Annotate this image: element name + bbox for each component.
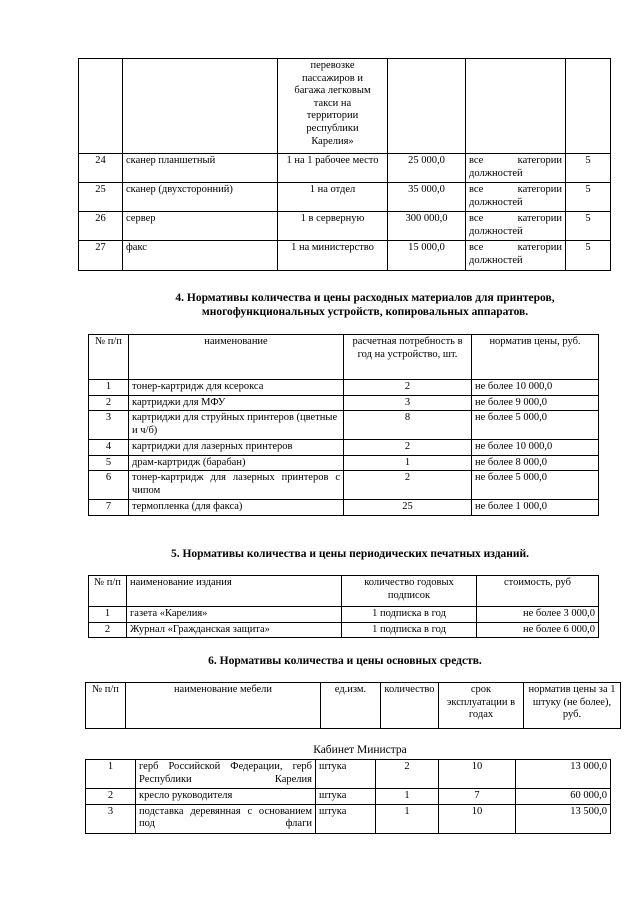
- periodicals-table: [88, 575, 599, 638]
- qty-cell: 2: [376, 760, 439, 789]
- cost-cell: не более 3 000,0: [477, 607, 599, 623]
- price-cell: 13 000,0: [516, 760, 611, 789]
- qty-cell: 1: [376, 804, 439, 833]
- price-cell: 25 000,0: [388, 154, 466, 183]
- price-cell: не более 10 000,0: [472, 440, 599, 456]
- term-cell: 7: [439, 789, 516, 805]
- norm-cell: 1 на отдел: [278, 183, 388, 212]
- section-4-title: 4. Нормативы количества и цены расходных материалов для принтеров, многофункциональных устройств, копировальных аппаратов.: [175, 292, 555, 318]
- name-cell: драм-картридж (барабан): [129, 455, 344, 471]
- name-cell: кресло руководителя: [136, 789, 316, 805]
- price-cell: 15 000,0: [388, 241, 466, 271]
- qty-cell: 1 подписка в год: [342, 607, 477, 623]
- fixed-assets-table: [85, 759, 611, 834]
- table-header-row: [89, 335, 599, 380]
- cost-cell: не более 6 000,0: [477, 622, 599, 638]
- num-cell: 2: [89, 622, 127, 638]
- num-cell: 1: [89, 607, 127, 623]
- name-cell: факс: [123, 241, 278, 271]
- header-unit: ед.изм.: [321, 683, 381, 729]
- qty-cell: 8: [344, 411, 472, 440]
- section-6-title: 6. Нормативы количества и цены основных средств.: [208, 655, 482, 667]
- unit-cell: штука: [316, 760, 376, 789]
- table-row: [79, 154, 611, 183]
- header-price: норматив цены за 1 штуку (не более), руб.: [524, 683, 621, 729]
- num-cell: 2: [89, 395, 129, 411]
- qty-cell: 2: [344, 380, 472, 396]
- header-num: № п/п: [86, 683, 126, 729]
- table-row: [89, 471, 599, 500]
- table-header-row: [89, 576, 599, 607]
- norm-cell: 1 в серверную: [278, 212, 388, 241]
- table-row: [79, 59, 611, 154]
- header-cost: стоимость, руб: [477, 576, 599, 607]
- qty-cell: 1 подписка в год: [342, 622, 477, 638]
- price-cell: не более 9 000,0: [472, 395, 599, 411]
- name-cell: сервер: [123, 212, 278, 241]
- table-row: [89, 395, 599, 411]
- num-cell: 24: [79, 154, 123, 183]
- num-cell: 6: [89, 471, 129, 500]
- category-cell: все категории должностей: [466, 154, 566, 183]
- num-cell: 7: [89, 500, 129, 516]
- num-cell: 4: [89, 440, 129, 456]
- num-cell: 5: [89, 455, 129, 471]
- consumables-table: [88, 334, 599, 516]
- header-num: № п/п: [89, 576, 127, 607]
- num-cell: [79, 59, 123, 154]
- name-cell: газета «Карелия»: [127, 607, 342, 623]
- price-cell: не более 5 000,0: [472, 471, 599, 500]
- price-cell: не более 1 000,0: [472, 500, 599, 516]
- header-name: наименование мебели: [126, 683, 321, 729]
- price-cell: [388, 59, 466, 154]
- header-num: № п/п: [89, 335, 129, 380]
- num-cell: 1: [89, 380, 129, 396]
- header-qty: количество годовых подписок: [342, 576, 477, 607]
- table-row: [89, 440, 599, 456]
- price-cell: 35 000,0: [388, 183, 466, 212]
- fixed-assets-header-table: [85, 682, 621, 729]
- category-cell: все категории должностей: [466, 241, 566, 271]
- name-cell: тонер-картридж для ксерокса: [129, 380, 344, 396]
- name-cell: сканер (двухсторонний): [123, 183, 278, 212]
- qty-cell: 1: [376, 789, 439, 805]
- term-cell: 5: [566, 241, 611, 271]
- name-cell: картриджи для струйных принтеров (цветные и ч/б): [129, 411, 344, 440]
- section-5-title: 5. Нормативы количества и цены периодических печатных изданий.: [170, 548, 530, 560]
- norm-cell: 1 на министерство: [278, 241, 388, 271]
- price-cell: 13 500,0: [516, 804, 611, 833]
- table-row: [79, 241, 611, 271]
- header-name: наименование: [129, 335, 344, 380]
- qty-cell: 3: [344, 395, 472, 411]
- qty-cell: 25: [344, 500, 472, 516]
- name-cell: подставка деревянная с основанием под флаги: [136, 804, 316, 833]
- name-cell: тонер-картридж для лазерных принтеров с чипом: [129, 471, 344, 500]
- header-name: наименование издания: [127, 576, 342, 607]
- price-cell: не более 10 000,0: [472, 380, 599, 396]
- table-row: [79, 212, 611, 241]
- name-cell: картриджи для лазерных принтеров: [129, 440, 344, 456]
- table-row: [86, 804, 611, 833]
- norm-cell: перевозке пассажиров и багажа легковым такси на территории республики Карелия»: [278, 59, 388, 154]
- qty-cell: 2: [344, 471, 472, 500]
- price-cell: 300 000,0: [388, 212, 466, 241]
- table-row: [89, 622, 599, 638]
- name-cell: герб Российской Федерации, герб Республики Карелия: [136, 760, 316, 789]
- term-cell: 10: [439, 760, 516, 789]
- num-cell: 26: [79, 212, 123, 241]
- term-cell: 10: [439, 804, 516, 833]
- num-cell: 2: [86, 789, 136, 805]
- price-cell: не более 5 000,0: [472, 411, 599, 440]
- term-cell: [566, 59, 611, 154]
- header-qty: количество: [381, 683, 439, 729]
- name-cell: картриджи для МФУ: [129, 395, 344, 411]
- table-header-row: [86, 683, 621, 729]
- num-cell: 3: [86, 804, 136, 833]
- price-cell: 60 000,0: [516, 789, 611, 805]
- header-price: норматив цены, руб.: [472, 335, 599, 380]
- qty-cell: 2: [344, 440, 472, 456]
- table-row: [86, 789, 611, 805]
- qty-cell: 1: [344, 455, 472, 471]
- term-cell: 5: [566, 154, 611, 183]
- table-row: [89, 411, 599, 440]
- category-cell: [466, 59, 566, 154]
- table-row: [89, 607, 599, 623]
- price-cell: не более 8 000,0: [472, 455, 599, 471]
- term-cell: 5: [566, 212, 611, 241]
- table-row: [86, 760, 611, 789]
- num-cell: 3: [89, 411, 129, 440]
- category-cell: все категории должностей: [466, 183, 566, 212]
- name-cell: сканер планшетный: [123, 154, 278, 183]
- term-cell: 5: [566, 183, 611, 212]
- office-subtitle: Кабинет Министра: [313, 744, 407, 756]
- num-cell: 25: [79, 183, 123, 212]
- table-row: [79, 183, 611, 212]
- unit-cell: штука: [316, 804, 376, 833]
- norm-cell: 1 на 1 рабочее место: [278, 154, 388, 183]
- table-row: [89, 380, 599, 396]
- name-cell: [123, 59, 278, 154]
- table-row: [89, 500, 599, 516]
- name-cell: термопленка (для факса): [129, 500, 344, 516]
- table-row: [89, 455, 599, 471]
- header-term: срок эксплуатации в годах: [439, 683, 524, 729]
- header-need: расчетная потребность в год на устройство, шт.: [344, 335, 472, 380]
- equipment-table: [78, 58, 611, 271]
- unit-cell: штука: [316, 789, 376, 805]
- num-cell: 27: [79, 241, 123, 271]
- num-cell: 1: [86, 760, 136, 789]
- name-cell: Журнал «Гражданская защита»: [127, 622, 342, 638]
- category-cell: все категории должностей: [466, 212, 566, 241]
